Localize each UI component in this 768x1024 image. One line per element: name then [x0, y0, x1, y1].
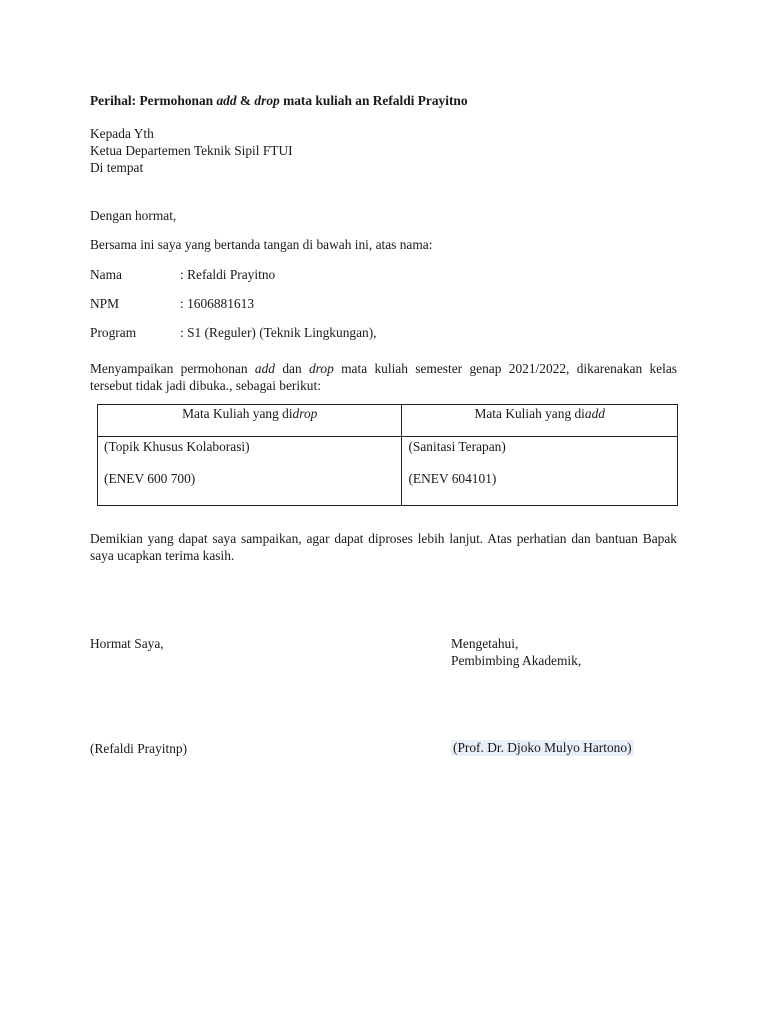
course-change-table	[97, 404, 678, 506]
add-course-code: (ENEV 604101)	[408, 471, 497, 486]
identity-value-npm: : 1606881613	[180, 296, 255, 311]
add-column-header	[402, 405, 678, 437]
request-add-word: add	[254, 361, 275, 376]
signature-left-name: (Refaldi Prayitnp)	[90, 741, 188, 756]
drop-header-italic: drop	[292, 406, 318, 421]
add-course-cell	[402, 437, 678, 506]
subject-suffix: mata kuliah an Refaldi Prayitno	[279, 93, 468, 108]
identity-value-program: : S1 (Reguler) (Teknik Lingkungan),	[180, 325, 377, 340]
greeting: Dengan hormat,	[90, 208, 177, 223]
recipient-line-2: Ketua Departemen Teknik Sipil FTUI	[90, 143, 293, 158]
request-drop-word: drop	[308, 361, 334, 376]
request-part-2: dan	[274, 361, 309, 376]
subject-drop-word: drop	[254, 93, 280, 108]
add-course-name: (Sanitasi Terapan)	[408, 439, 506, 454]
add-header-text: Mata Kuliah yang di	[474, 406, 585, 421]
signature-right-heading-1: Mengetahui,	[451, 636, 519, 651]
identity-label-name: Nama	[90, 267, 122, 282]
recipient-line-1: Kepada Yth	[90, 126, 154, 141]
drop-course-code: (ENEV 600 700)	[104, 471, 196, 486]
intro-sentence: Bersama ini saya yang bertanda tangan di bawah ini, atas nama:	[90, 237, 433, 252]
closing-paragraph: Demikian yang dapat saya sampaikan, agar dapat diproses lebih lanjut. Atas perhatian dan bantuan Bapak saya ucapkan terima kasih.	[90, 531, 677, 563]
identity-label-program: Program	[90, 325, 137, 340]
add-header-italic: add	[584, 406, 605, 421]
request-part-1: Menyampaikan permohonan	[90, 361, 255, 376]
request-paragraph	[90, 360, 677, 394]
drop-header-text: Mata Kuliah yang di	[182, 406, 293, 421]
identity-label-npm: NPM	[90, 296, 120, 311]
subject-add-word: add	[216, 93, 237, 108]
table-row	[98, 437, 678, 506]
identity-value-name: : Refaldi Prayitno	[180, 267, 276, 282]
signature-right-name: (Prof. Dr. Djoko Mulyo Hartono)	[453, 740, 632, 755]
drop-column-header	[98, 405, 402, 437]
recipient-line-3: Di tempat	[90, 160, 144, 175]
request-part-3: mata kuliah semester genap 2021/2022, dikarenakan kelas tersebut tidak jadi dibuka., sebagai berikut:	[90, 361, 677, 393]
subject-prefix: Perihal: Permohonan	[90, 93, 217, 108]
drop-course-cell	[98, 437, 402, 506]
table-header-row	[98, 405, 678, 437]
signature-right-heading-2: Pembimbing Akademik,	[451, 653, 582, 668]
signature-left-heading: Hormat Saya,	[90, 636, 164, 651]
subject-ampersand: &	[236, 93, 255, 108]
drop-course-name: (Topik Khusus Kolaborasi)	[104, 439, 250, 454]
subject-line	[90, 93, 468, 109]
